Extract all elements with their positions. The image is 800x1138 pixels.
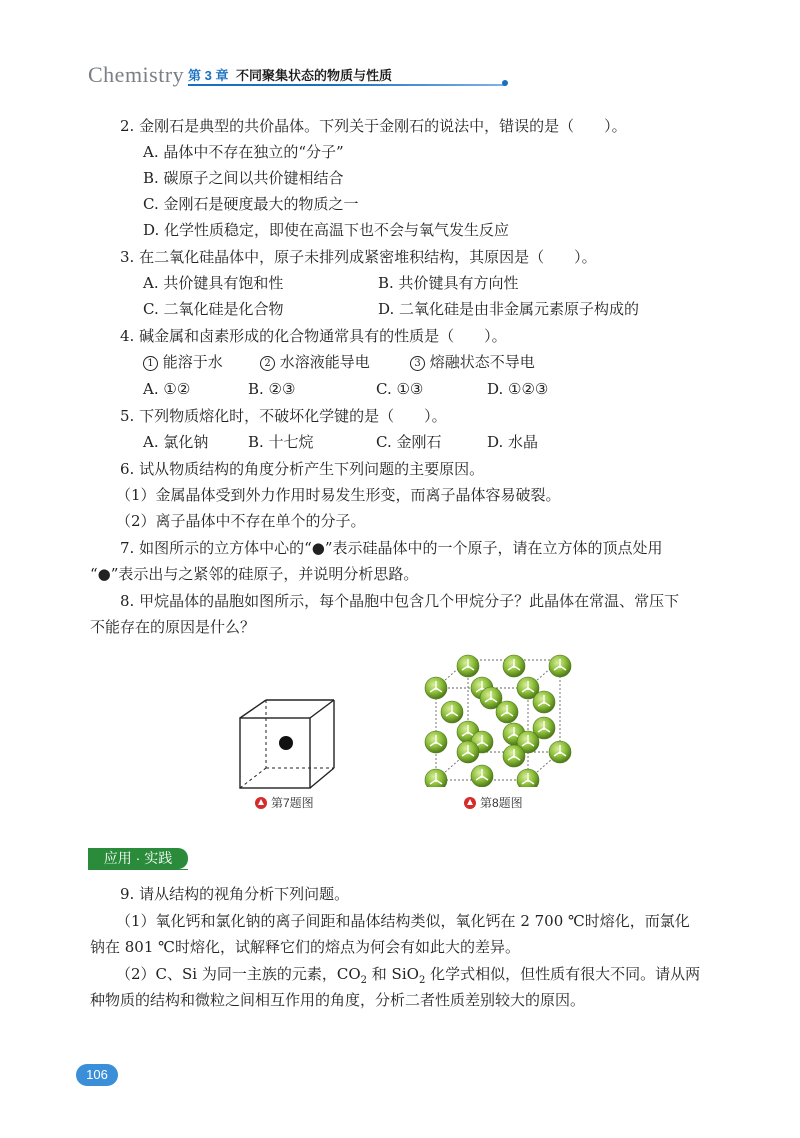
caption-marker-icon <box>255 797 267 809</box>
q6-stem: 6. 试从物质结构的角度分析产生下列问题的主要原因。 <box>120 460 485 478</box>
methane-molecule <box>471 765 493 787</box>
q9-part-1-line-1: （1）氧化钙和氯化钠的离子间距和晶体结构类似，氧化钙在 2 700 ℃时熔化，而氯化 <box>116 912 690 930</box>
q2-option-c: C. 金刚石是硬度最大的物质之一 <box>143 195 359 213</box>
header-rule <box>188 84 506 86</box>
figure-8-caption <box>464 794 523 811</box>
q9-part-2-line-2: 种物质的结构和微粒之间相互作用的角度，分析二者性质差别较大的原因。 <box>90 991 586 1009</box>
section-rule <box>88 869 188 870</box>
q4-option-d: D. ①②③ <box>487 380 549 398</box>
q3-option-a: A. 共价键具有饱和性 <box>143 274 284 292</box>
page-number: 106 <box>76 1064 118 1086</box>
methane-molecule <box>441 701 463 723</box>
q5-stem: 5. 下列物质熔化时，不破坏化学键的是（ ）。 <box>120 407 447 425</box>
co2-subscript: 2 <box>360 975 368 986</box>
circle-number-2: 2 <box>260 356 275 371</box>
q3-option-d: D. 二氧化硅是由非金属元素原子构成的 <box>378 300 640 318</box>
methane-molecule <box>457 655 479 677</box>
q5-option-c: C. 金刚石 <box>376 433 442 451</box>
methane-molecule <box>425 677 447 699</box>
methane-molecule <box>517 769 539 787</box>
q4-statement-2: 水溶液能导电 <box>279 353 370 371</box>
q4-statement-1: 能溶于水 <box>162 353 223 371</box>
q4-statement-2-wrap <box>260 352 370 372</box>
q7-line-1: 7. 如图所示的立方体中心的“●”表示硅晶体中的一个原子，请在立方体的顶点处用 <box>120 539 663 557</box>
q9-part-2-line-1 <box>116 964 700 991</box>
circle-number-3: 3 <box>410 356 425 371</box>
q4-statement-3-wrap <box>410 352 535 372</box>
q2-option-b: B. 碳原子之间以共价键相结合 <box>143 169 344 187</box>
methane-molecule <box>549 655 571 677</box>
q5-option-d: D. 水晶 <box>487 433 539 451</box>
circle-number-1: 1 <box>143 356 158 371</box>
q8-line-1: 8. 甲烷晶体的晶胞如图所示，每个晶胞中包含几个甲烷分子？此晶体在常温、常压下 <box>120 592 680 610</box>
q7-line-2: “●”表示出与之紧邻的硅原子，并说明分析思路。 <box>90 565 419 583</box>
q2-option-d: D. 化学性质稳定，即使在高温下也不会与氧气发生反应 <box>143 221 510 239</box>
q3-option-c: C. 二氧化硅是化合物 <box>143 300 284 318</box>
q9-part-1-line-2: 钠在 801 ℃时熔化，试解释它们的熔点为何会有如此大的差异。 <box>90 938 520 956</box>
methane-molecule <box>457 741 479 763</box>
methane-molecules <box>425 655 571 787</box>
header-rule-dot <box>502 80 508 86</box>
figure-7-cube <box>230 698 340 790</box>
q9-p2-text-a: （2）C、Si 为同一主族的元素，CO <box>116 965 361 983</box>
q5-option-a: A. 氯化钠 <box>143 433 209 451</box>
q4-statement-3: 熔融状态不导电 <box>429 353 535 371</box>
methane-molecule <box>503 745 525 767</box>
section-label-application-practice: 应用 · 实践 <box>88 848 188 869</box>
q4-stem: 4. 碱金属和卤素形成的化合物通常具有的性质是（ ）。 <box>120 327 507 345</box>
q6-part-1: （1）金属晶体受到外力作用时易发生形变，而离子晶体容易破裂。 <box>116 486 561 504</box>
methane-molecule <box>549 741 571 763</box>
figure-8-methane-cell <box>420 652 575 787</box>
q3-stem: 3. 在二氧化硅晶体中，原子未排列成紧密堆积结构，其原因是（ ）。 <box>120 248 597 266</box>
q9-stem: 9. 请从结构的视角分析下列问题。 <box>120 885 350 903</box>
q2-stem: 2. 金刚石是典型的共价晶体。下列关于金刚石的说法中，错误的是（ ）。 <box>120 117 627 135</box>
figure-7-caption <box>255 794 314 811</box>
q4-option-c: C. ①③ <box>376 380 424 398</box>
methane-molecule <box>425 769 447 787</box>
figure-8-caption-text: 第8题图 <box>480 796 523 810</box>
header-chapter: 第 3 章 <box>188 68 229 83</box>
cube-front-face <box>240 718 310 788</box>
q5-option-b: B. 十七烷 <box>248 433 314 451</box>
center-atom-dot <box>279 736 293 750</box>
q2-option-a: A. 晶体中不存在独立的“分子” <box>143 143 344 161</box>
q8-line-2: 不能存在的原因是什么？ <box>90 618 256 636</box>
q4-statements <box>143 352 223 372</box>
methane-molecule <box>533 691 555 713</box>
q9-p2-text-b: 和 SiO <box>367 965 419 983</box>
caption-marker-icon <box>464 797 476 809</box>
methane-molecule <box>496 701 518 723</box>
header-chapter-title: 不同聚集状态的物质与性质 <box>236 68 393 83</box>
q6-part-2: （2）离子晶体中不存在单个的分子。 <box>116 512 366 530</box>
methane-molecule <box>503 655 525 677</box>
q4-option-b: B. ②③ <box>248 380 296 398</box>
methane-molecule <box>425 731 447 753</box>
sio2-subscript: 2 <box>418 975 426 986</box>
q4-option-a: A. ①② <box>143 380 191 398</box>
q3-option-b: B. 共价键具有方向性 <box>378 274 519 292</box>
figure-7-caption-text: 第7题图 <box>271 796 314 810</box>
header-brand: Chemistry <box>88 62 185 87</box>
q9-p2-text-c: 化学式相似，但性质有很大不同。请从两 <box>425 965 701 983</box>
running-header <box>88 58 428 88</box>
